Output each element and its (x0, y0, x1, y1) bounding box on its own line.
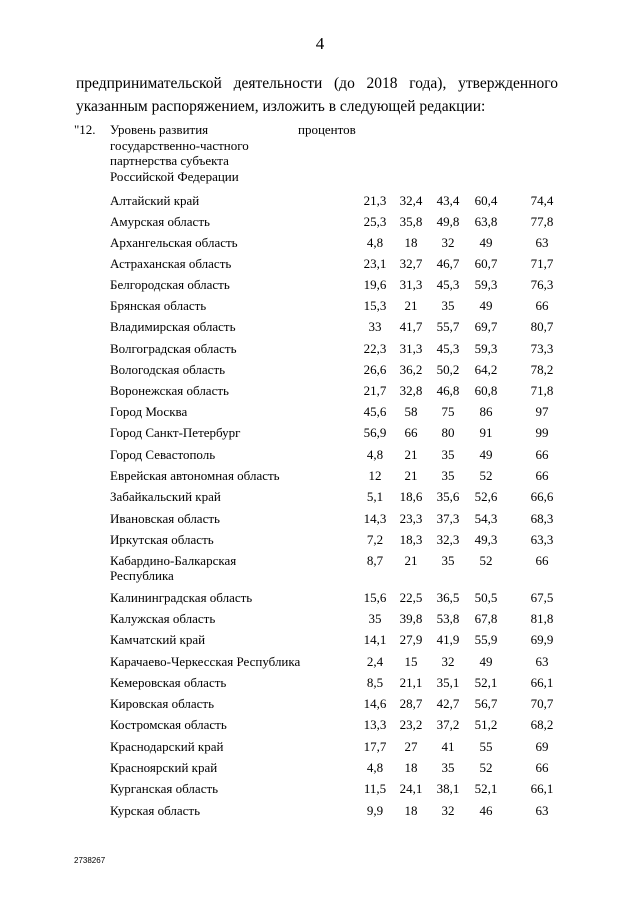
region-name-line: Красноярский край (110, 760, 218, 775)
value-cell: 32 (441, 654, 455, 669)
value-cell: 80,7 (530, 319, 554, 334)
value-cell: 35,6 (436, 489, 460, 504)
value-cell: 63,8 (474, 214, 498, 229)
region-name-line: Карачаево-Черкесская Республика (110, 654, 301, 669)
value-cell: 45,6 (363, 404, 387, 419)
value-cell: 35 (368, 611, 382, 626)
region-name-line: Курская область (110, 803, 201, 818)
region-name (110, 739, 310, 754)
value-cell: 49,3 (474, 532, 498, 547)
region-name (110, 717, 310, 732)
value-cell: 63 (535, 654, 549, 669)
region-name-line: Воронежская область (110, 383, 229, 398)
value-cell: 97 (535, 404, 549, 419)
region-name (110, 447, 310, 462)
value-cell: 63 (535, 803, 549, 818)
value-cell: 22,5 (399, 590, 423, 605)
value-cell: 59,3 (474, 277, 498, 292)
region-name (110, 193, 310, 208)
region-name-line: Краснодарский край (110, 739, 224, 754)
region-name-line: Костромская область (110, 717, 227, 732)
value-cell: 9,9 (366, 803, 384, 818)
value-cell: 51,2 (474, 717, 498, 732)
value-cell: 32,8 (399, 383, 423, 398)
region-name (110, 235, 310, 250)
value-cell: 19,6 (363, 277, 387, 292)
value-cell: 64,2 (474, 362, 498, 377)
heading-line: Российской Федерации (110, 168, 239, 184)
value-cell: 68,3 (530, 511, 554, 526)
value-cell: 55,7 (436, 319, 460, 334)
value-cell: 58 (404, 404, 418, 419)
intro-word: года), (409, 75, 447, 92)
value-cell: 46,8 (436, 383, 460, 398)
value-cell: 55 (479, 739, 493, 754)
value-cell: 60,4 (474, 193, 498, 208)
heading-line: партнерства субъекта (110, 153, 229, 168)
value-cell: 66 (535, 298, 549, 313)
value-cell: 45,3 (436, 277, 460, 292)
value-cell: 75 (441, 404, 455, 419)
region-name (110, 675, 310, 690)
intro-word: деятельности (233, 75, 323, 92)
value-cell: 8,7 (366, 553, 384, 568)
value-cell: 15,6 (363, 590, 387, 605)
value-cell: 66 (535, 760, 549, 775)
value-cell: 59,3 (474, 341, 498, 356)
region-name (110, 553, 310, 583)
value-cell: 60,7 (474, 256, 498, 271)
value-cell: 52 (479, 468, 493, 483)
region-name-line: Владимирская область (110, 319, 236, 334)
region-name (110, 781, 310, 796)
value-cell: 38,1 (436, 781, 460, 796)
value-cell: 27 (404, 739, 418, 754)
value-cell: 71,8 (530, 383, 554, 398)
unit-label: процентов (298, 122, 356, 137)
value-cell: 32,7 (399, 256, 423, 271)
value-cell: 52,1 (474, 675, 498, 690)
region-name (110, 511, 310, 526)
value-cell: 36,5 (436, 590, 460, 605)
value-cell: 63 (535, 235, 549, 250)
value-cell: 60,8 (474, 383, 498, 398)
value-cell: 21,1 (399, 675, 423, 690)
value-cell: 49 (479, 235, 493, 250)
value-cell: 18 (404, 235, 418, 250)
region-name-line: Ивановская область (110, 511, 220, 526)
region-name-line: Республика (110, 568, 174, 583)
region-name-line: Вологодская область (110, 362, 226, 377)
value-cell: 4,8 (366, 760, 384, 775)
value-cell: 23,2 (399, 717, 423, 732)
value-cell: 4,8 (366, 235, 384, 250)
region-name (110, 611, 310, 626)
value-cell: 26,6 (363, 362, 387, 377)
region-name-line: Алтайский край (110, 193, 200, 208)
value-cell: 37,2 (436, 717, 460, 732)
value-cell: 32 (441, 235, 455, 250)
value-cell: 39,8 (399, 611, 423, 626)
value-cell: 41,9 (436, 632, 460, 647)
region-name-line: Город Санкт-Петербург (110, 425, 241, 440)
value-cell: 50,5 (474, 590, 498, 605)
value-cell: 49 (479, 654, 493, 669)
value-cell: 71,7 (530, 256, 554, 271)
value-cell: 74,4 (530, 193, 554, 208)
value-cell: 35 (441, 468, 455, 483)
value-cell: 66,1 (530, 781, 554, 796)
value-cell: 46 (479, 803, 493, 818)
region-name-line: Курганская область (110, 781, 219, 796)
region-name (110, 760, 310, 775)
value-cell: 15,3 (363, 298, 387, 313)
region-name (110, 590, 310, 605)
value-cell: 49,8 (436, 214, 460, 229)
region-name (110, 319, 310, 334)
value-cell: 45,3 (436, 341, 460, 356)
value-cell: 8,5 (366, 675, 384, 690)
region-name-line: Волгоградская область (110, 341, 237, 356)
value-cell: 81,8 (530, 611, 554, 626)
intro-word: утвержденного (458, 75, 558, 92)
value-cell: 56,9 (363, 425, 387, 440)
value-cell: 41 (441, 739, 455, 754)
value-cell: 66 (535, 468, 549, 483)
region-name (110, 341, 310, 356)
region-name (110, 654, 310, 669)
value-cell: 67,5 (530, 590, 554, 605)
value-cell: 32 (441, 803, 455, 818)
value-cell: 21 (404, 298, 418, 313)
value-cell: 55,9 (474, 632, 498, 647)
value-cell: 70,7 (530, 696, 554, 711)
region-name-line: Кемеровская область (110, 675, 227, 690)
intro-paragraph (76, 72, 558, 118)
value-cell: 35,8 (399, 214, 423, 229)
value-cell: 32,4 (399, 193, 423, 208)
value-cell: 99 (535, 425, 549, 440)
heading-line: Уровень развития (110, 122, 209, 137)
value-cell: 56,7 (474, 696, 498, 711)
document-code: 2738267 (74, 856, 106, 865)
value-cell: 2,4 (366, 654, 384, 669)
value-cell: 35 (441, 447, 455, 462)
value-cell: 69 (535, 739, 549, 754)
value-cell: 35 (441, 760, 455, 775)
value-cell: 18 (404, 803, 418, 818)
heading-line: государственно-частного (110, 137, 249, 153)
value-cell: 5,1 (366, 489, 384, 504)
region-name-line: Белгородская область (110, 277, 230, 292)
value-cell: 73,3 (530, 341, 554, 356)
value-cell: 21,7 (363, 383, 387, 398)
value-cell: 50,2 (436, 362, 460, 377)
value-cell: 13,3 (363, 717, 387, 732)
region-name-line: Кировская область (110, 696, 215, 711)
region-name-line: Кабардино-Балкарская (110, 553, 237, 568)
intro-line-2: указанным распоряжением, изложить в следующей редакции: (76, 98, 486, 115)
value-cell: 52 (479, 760, 493, 775)
region-name (110, 425, 310, 440)
value-cell: 22,3 (363, 341, 387, 356)
region-name-line: Город Севастополь (110, 447, 216, 462)
region-name (110, 532, 310, 547)
value-cell: 86 (479, 404, 493, 419)
value-cell: 18 (404, 760, 418, 775)
value-cell: 14,6 (363, 696, 387, 711)
value-cell: 21 (404, 553, 418, 568)
region-name (110, 214, 310, 229)
item-number: "12. (74, 122, 96, 137)
value-cell: 53,8 (436, 611, 460, 626)
value-cell: 4,8 (366, 447, 384, 462)
value-cell: 77,8 (530, 214, 554, 229)
value-cell: 25,3 (363, 214, 387, 229)
value-cell: 36,2 (399, 362, 423, 377)
intro-word: предпринимательской (76, 75, 222, 92)
region-name (110, 803, 310, 818)
region-name-line: Астраханская область (110, 256, 232, 271)
region-name (110, 277, 310, 292)
value-cell: 67,8 (474, 611, 498, 626)
region-name-line: Архангельская область (110, 235, 238, 250)
value-cell: 31,3 (399, 341, 423, 356)
value-cell: 17,7 (363, 739, 387, 754)
region-name (110, 383, 310, 398)
value-cell: 66 (535, 447, 549, 462)
value-cell: 21 (404, 447, 418, 462)
intro-word: (до (334, 75, 355, 92)
value-cell: 24,1 (399, 781, 423, 796)
region-name-line: Иркутская область (110, 532, 214, 547)
value-cell: 14,1 (363, 632, 387, 647)
value-cell: 35,1 (436, 675, 460, 690)
value-cell: 63,3 (530, 532, 554, 547)
value-cell: 43,4 (436, 193, 460, 208)
value-cell: 66,6 (530, 489, 554, 504)
value-cell: 35 (441, 298, 455, 313)
value-cell: 66 (404, 425, 418, 440)
value-cell: 21 (404, 468, 418, 483)
region-name (110, 696, 310, 711)
page-number: 4 (315, 34, 325, 53)
value-cell: 69,7 (474, 319, 498, 334)
value-cell: 27,9 (399, 632, 423, 647)
region-name (110, 298, 310, 313)
value-cell: 7,2 (366, 532, 384, 547)
value-cell: 54,3 (474, 511, 498, 526)
value-cell: 52,1 (474, 781, 498, 796)
region-name-line: Амурская область (110, 214, 210, 229)
value-cell: 23,3 (399, 511, 423, 526)
region-name-line: Забайкальский край (110, 489, 221, 504)
value-cell: 68,2 (530, 717, 554, 732)
value-cell: 52,6 (474, 489, 498, 504)
region-name-line: Город Москва (110, 404, 188, 419)
value-cell: 80 (441, 425, 455, 440)
value-cell: 15 (404, 654, 418, 669)
region-name-line: Калининградская область (110, 590, 253, 605)
value-cell: 41,7 (399, 319, 423, 334)
value-cell: 18,3 (399, 532, 423, 547)
region-name (110, 256, 310, 271)
region-name (110, 489, 310, 504)
value-cell: 52 (479, 553, 493, 568)
value-cell: 21,3 (363, 193, 387, 208)
region-name-line: Брянская область (110, 298, 207, 313)
value-cell: 42,7 (436, 696, 460, 711)
region-name (110, 468, 310, 483)
value-cell: 12 (368, 468, 382, 483)
region-name-line: Камчатский край (110, 632, 206, 647)
value-cell: 69,9 (530, 632, 554, 647)
value-cell: 49 (479, 298, 493, 313)
value-cell: 46,7 (436, 256, 460, 271)
region-name-line: Калужская область (110, 611, 216, 626)
value-cell: 49 (479, 447, 493, 462)
intro-word: 2018 (366, 75, 398, 92)
value-cell: 18,6 (399, 489, 423, 504)
value-cell: 32,3 (436, 532, 460, 547)
value-cell: 35 (441, 553, 455, 568)
value-cell: 66,1 (530, 675, 554, 690)
value-cell: 23,1 (363, 256, 387, 271)
region-name (110, 404, 310, 419)
value-cell: 28,7 (399, 696, 423, 711)
region-name (110, 362, 310, 377)
value-cell: 76,3 (530, 277, 554, 292)
value-cell: 66 (535, 553, 549, 568)
intro-line-1 (76, 72, 558, 95)
region-name-line: Еврейская автономная область (110, 468, 280, 483)
value-cell: 78,2 (530, 362, 554, 377)
value-cell: 14,3 (363, 511, 387, 526)
value-cell: 11,5 (363, 781, 387, 796)
value-cell: 33 (368, 319, 382, 334)
indicator-heading (110, 122, 270, 184)
value-cell: 91 (479, 425, 493, 440)
value-cell: 31,3 (399, 277, 423, 292)
region-name (110, 632, 310, 647)
value-cell: 37,3 (436, 511, 460, 526)
